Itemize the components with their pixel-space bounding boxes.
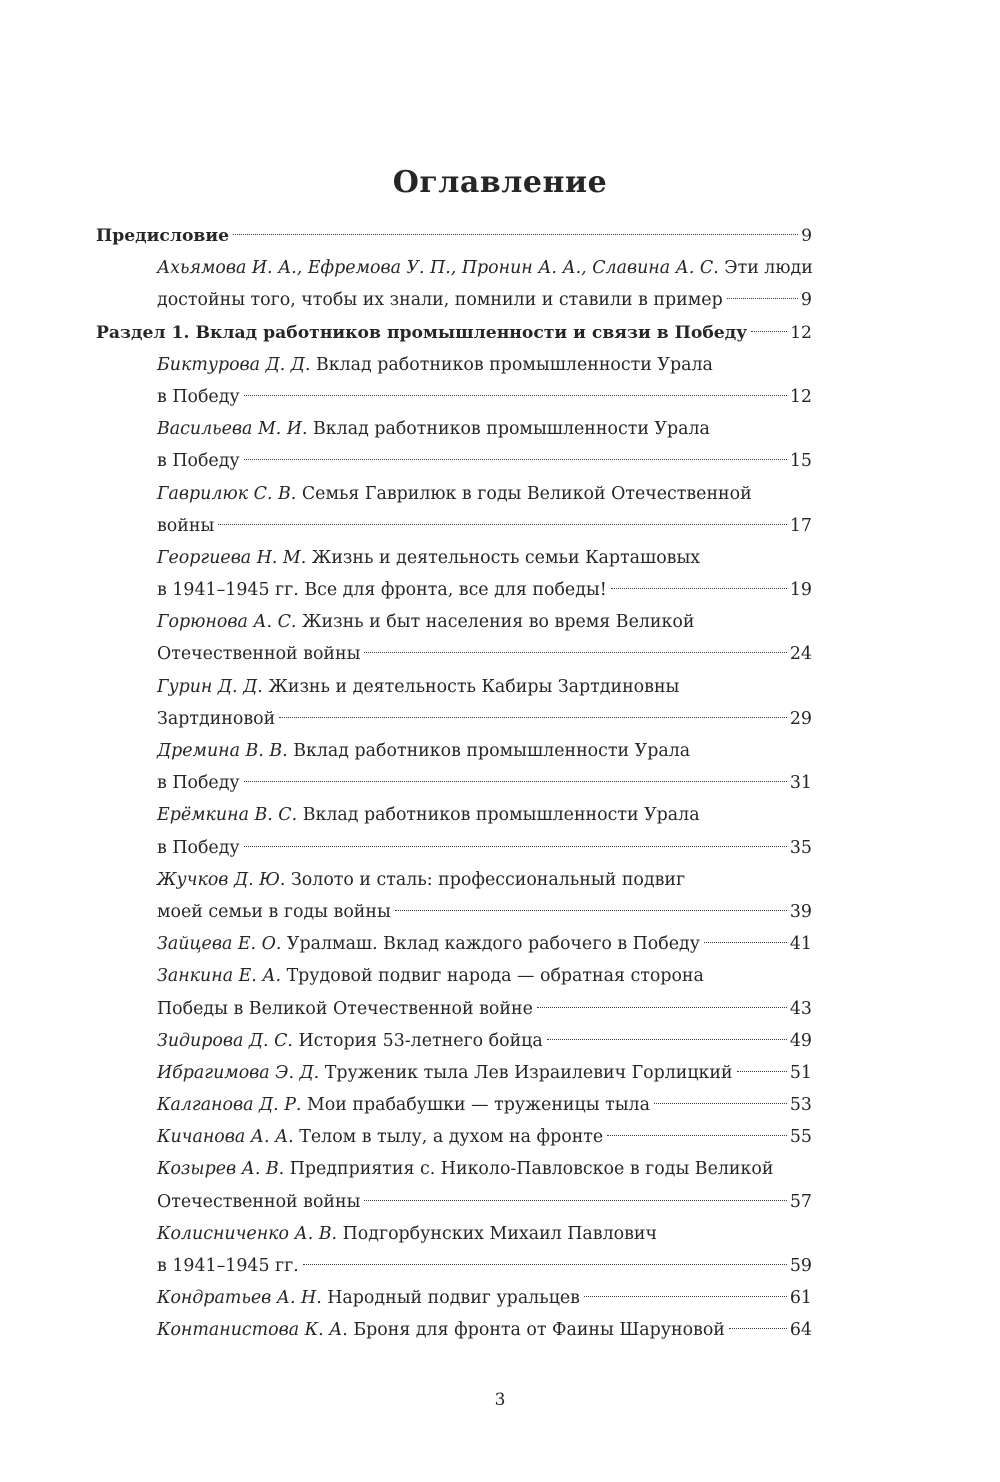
- toc-author: Дремина В. В.: [157, 741, 288, 761]
- dot-leader: [584, 1296, 787, 1297]
- toc-title: в Победу: [157, 451, 240, 472]
- toc-title: Вклад работников промышленности Урала: [293, 741, 691, 761]
- toc-line-text: [157, 606, 694, 638]
- toc-entry: [96, 928, 812, 960]
- dot-leader: [218, 524, 787, 525]
- toc-line: [96, 349, 812, 381]
- dot-leader: [654, 1103, 787, 1104]
- toc-author: Контанистова К. А.: [157, 1320, 348, 1341]
- dot-leader: [547, 1039, 787, 1040]
- toc-line-text: [157, 1121, 603, 1153]
- dot-leader: [729, 1328, 787, 1329]
- toc-line-text: [157, 832, 240, 864]
- toc-line-text: [96, 317, 747, 349]
- table-of-contents: [96, 220, 812, 1347]
- toc-title: в 1941–1945 гг. Все для фронта, все для победы!: [157, 580, 607, 601]
- toc-title: Броня для фронта от Фаины Шаруновой: [353, 1320, 725, 1341]
- toc-line-text: [157, 928, 700, 960]
- toc-line: [96, 1218, 812, 1250]
- toc-title: Трудовой подвиг народа — обратная сторона: [286, 966, 704, 987]
- toc-entry: [96, 1314, 812, 1346]
- toc-line: [96, 703, 812, 735]
- toc-entry: [96, 542, 812, 606]
- toc-line-text: [157, 1025, 543, 1057]
- toc-line: [96, 1186, 812, 1218]
- toc-author: Васильева М. И.: [157, 419, 308, 440]
- toc-line-text: [157, 1314, 725, 1346]
- toc-title: Раздел 1. Вклад работников промышленности и связи в Победу: [96, 322, 748, 343]
- toc-entry: [96, 1282, 812, 1314]
- dot-leader: [244, 395, 787, 396]
- toc-author: Ерёмкина В. С.: [157, 805, 298, 826]
- toc-line: [96, 510, 812, 542]
- toc-line-text: [157, 1186, 360, 1218]
- toc-line-text: [157, 252, 813, 284]
- toc-line: [96, 1282, 812, 1314]
- toc-line-text: [157, 1057, 733, 1089]
- toc-page-number: 61: [789, 1288, 812, 1309]
- toc-line: [96, 928, 812, 960]
- toc-author: Занкина Е. А.: [157, 966, 282, 987]
- toc-line-text: [157, 767, 240, 799]
- dot-leader: [611, 588, 787, 589]
- toc-title: Уралмаш. Вклад каждого рабочего в Победу: [286, 934, 700, 955]
- toc-page-number: 55: [789, 1127, 812, 1148]
- toc-line: [96, 1250, 812, 1282]
- dot-leader: [279, 717, 787, 718]
- toc-line: [96, 1314, 812, 1346]
- toc-page-number: 9: [800, 290, 812, 311]
- toc-title: Вклад работников промышленности Урала: [315, 354, 713, 375]
- toc-line: [96, 1025, 812, 1057]
- toc-page-number: 9: [801, 226, 812, 246]
- dot-leader: [751, 331, 787, 332]
- toc-author: Ахьямова И. А., Ефремова У. П., Пронин А. А., Славина А. С.: [157, 258, 719, 279]
- toc-line-text: [157, 445, 240, 477]
- dot-leader: [607, 1135, 787, 1136]
- toc-page-number: 64: [789, 1320, 812, 1341]
- toc-title: Отечественной войны: [157, 1191, 361, 1212]
- page-title: Оглавление: [392, 165, 608, 200]
- toc-line-text: [157, 896, 391, 928]
- toc-line-text: [157, 349, 713, 381]
- toc-line-text: [157, 638, 360, 670]
- toc-page-number: 19: [789, 580, 812, 601]
- toc-page-number: 35: [789, 837, 812, 858]
- toc-title: Зартдиновой: [157, 708, 276, 729]
- toc-entry: [96, 735, 812, 799]
- toc-line-text: [157, 1153, 773, 1185]
- toc-page-number: 12: [789, 386, 812, 407]
- toc-line: [96, 445, 812, 477]
- toc-entry: [96, 1218, 812, 1282]
- toc-title: Победы в Великой Отечественной войне: [157, 998, 533, 1019]
- toc-author: Горюнова А. С.: [157, 612, 297, 633]
- toc-title: Жизнь и деятельность семьи Карташовых: [311, 547, 701, 568]
- toc-line-text: [157, 864, 685, 896]
- toc-title: Мои прабабушки — труженицы тыла: [306, 1095, 650, 1116]
- toc-page-number: 43: [789, 998, 812, 1019]
- toc-author: Колисниченко А. В.: [157, 1223, 338, 1244]
- toc-title: в 1941–1945 гг.: [157, 1256, 299, 1276]
- toc-page-number: 49: [789, 1030, 812, 1051]
- toc-entry: [96, 478, 812, 542]
- toc-line: [96, 799, 812, 831]
- toc-entry: [96, 1121, 812, 1153]
- toc-line-text: [157, 542, 700, 574]
- toc-author: Кичанова А. А.: [157, 1127, 294, 1148]
- toc-entry: [96, 671, 812, 735]
- toc-entry: [96, 864, 812, 928]
- toc-page-number: 39: [789, 901, 812, 922]
- toc-title: в Победу: [157, 386, 240, 407]
- dot-leader: [395, 910, 787, 911]
- toc-line-text: [157, 671, 679, 703]
- toc-page-number: 17: [789, 515, 812, 536]
- toc-line: [96, 735, 812, 767]
- toc-line: [96, 542, 812, 574]
- toc-title: Жизнь и деятельность Кабиры Зартдиновны: [268, 676, 680, 697]
- toc-line-text: [157, 284, 723, 316]
- toc-line-text: [157, 1218, 657, 1250]
- page-number: 3: [494, 1390, 506, 1410]
- toc-title: Народный подвиг уральцев: [327, 1288, 580, 1309]
- toc-line: [96, 638, 812, 670]
- toc-title: Вклад работников промышленности Урала: [302, 805, 700, 826]
- toc-line-text: [157, 478, 752, 510]
- toc-line: [96, 478, 812, 510]
- toc-title: Отечественной войны: [157, 644, 361, 665]
- dot-leader: [244, 459, 787, 460]
- dot-leader: [303, 1264, 787, 1265]
- toc-entry: [96, 1025, 812, 1057]
- toc-author: Ибрагимова Э. Д.: [157, 1062, 320, 1083]
- toc-author: Козырев А. В.: [157, 1159, 285, 1180]
- toc-line: [96, 1153, 812, 1185]
- toc-title: достойны того, чтобы их знали, помнили и ставили в пример: [157, 290, 723, 311]
- toc-entry: [96, 799, 812, 863]
- toc-page-number: 41: [789, 934, 812, 955]
- toc-title: Телом в тылу, а духом на фронте: [299, 1127, 604, 1148]
- toc-line-text: [157, 1282, 580, 1314]
- dot-leader: [704, 942, 787, 943]
- toc-page-number: 29: [789, 708, 812, 729]
- toc-section: [96, 220, 812, 252]
- dot-leader: [244, 781, 787, 782]
- toc-line: [96, 1057, 812, 1089]
- dot-leader: [537, 1007, 787, 1008]
- toc-page-number: 53: [789, 1095, 812, 1116]
- toc-line-text: [157, 735, 690, 767]
- toc-line-text: [157, 381, 240, 413]
- dot-leader: [364, 652, 786, 653]
- toc-section: [96, 317, 812, 349]
- toc-line-text: [157, 993, 533, 1025]
- toc-author: Гаврилюк С. В.: [157, 483, 297, 504]
- toc-title: Предисловие: [96, 226, 230, 246]
- toc-line: [96, 767, 812, 799]
- toc-title: в Победу: [157, 773, 240, 794]
- toc-page-number: 12: [790, 322, 812, 343]
- toc-title: Предприятия с. Николо-Павловское в годы Великой: [289, 1159, 774, 1180]
- toc-page-number: 57: [789, 1191, 812, 1212]
- toc-line: [96, 832, 812, 864]
- toc-title: Семья Гаврилюк в годы Великой Отечественной: [301, 483, 752, 504]
- toc-line: [96, 896, 812, 928]
- toc-entry: [96, 606, 812, 670]
- toc-line-text: [157, 413, 710, 445]
- toc-title: Подгорбунских Михаил Павлович: [342, 1223, 657, 1244]
- toc-line: [96, 1089, 812, 1121]
- toc-line: [96, 252, 812, 284]
- toc-author: Биктурова Д. Д.: [157, 354, 311, 375]
- toc-author: Зайцева Е. О.: [157, 934, 282, 955]
- toc-line-text: [157, 1089, 650, 1121]
- toc-line: [96, 1121, 812, 1153]
- dot-leader: [233, 234, 798, 235]
- toc-entry: [96, 1153, 812, 1217]
- dot-leader: [737, 1071, 787, 1072]
- toc-title: Эти люди: [724, 258, 813, 279]
- toc-line: [96, 671, 812, 703]
- toc-entry: [96, 252, 812, 316]
- dot-leader: [364, 1200, 786, 1201]
- toc-line: [96, 606, 812, 638]
- toc-line-text: [96, 220, 229, 252]
- dot-leader: [727, 298, 798, 299]
- toc-page-number: 51: [789, 1062, 812, 1083]
- toc-line: [96, 574, 812, 606]
- toc-author: Георгиева Н. М.: [157, 547, 307, 568]
- toc-line: [96, 960, 812, 992]
- toc-entry: [96, 349, 812, 413]
- toc-title: Золото и сталь: профессиональный подвиг: [290, 869, 686, 890]
- toc-title: Жизнь и быт населения во время Великой: [301, 612, 695, 633]
- toc-author: Зидирова Д. С.: [157, 1030, 293, 1051]
- toc-line-text: [157, 574, 607, 606]
- toc-author: Жучков Д. Ю.: [157, 869, 286, 890]
- toc-author: Кондратьев А. Н.: [157, 1288, 322, 1309]
- toc-entry: [96, 413, 812, 477]
- toc-line-text: [157, 960, 704, 992]
- toc-line-text: [157, 703, 275, 735]
- toc-line: [96, 220, 812, 252]
- toc-author: Гурин Д. Д.: [157, 676, 263, 697]
- toc-line: [96, 317, 812, 349]
- toc-entry: [96, 1057, 812, 1089]
- toc-line-text: [157, 799, 700, 831]
- toc-entry: [96, 1089, 812, 1121]
- toc-line: [96, 993, 812, 1025]
- toc-page-number: 15: [789, 451, 812, 472]
- toc-line-text: [157, 510, 214, 542]
- toc-page-number: 59: [789, 1256, 812, 1276]
- toc-title: Труженик тыла Лев Израилевич Горлицкий: [324, 1062, 733, 1083]
- toc-page-number: 31: [789, 773, 812, 794]
- toc-title: Вклад работников промышленности Урала: [313, 419, 710, 440]
- toc-title: в Победу: [157, 837, 240, 858]
- dot-leader: [244, 846, 787, 847]
- toc-line: [96, 381, 812, 413]
- toc-author: Калганова Д. Р.: [157, 1095, 302, 1116]
- toc-line: [96, 413, 812, 445]
- toc-entry: [96, 960, 812, 1024]
- toc-line-text: [157, 1250, 299, 1282]
- toc-page-number: 24: [789, 644, 812, 665]
- toc-line: [96, 864, 812, 896]
- toc-title: моей семьи в годы войны: [157, 901, 391, 922]
- toc-line: [96, 284, 812, 316]
- toc-title: войны: [157, 515, 215, 536]
- toc-title: История 53-летнего бойца: [298, 1030, 543, 1051]
